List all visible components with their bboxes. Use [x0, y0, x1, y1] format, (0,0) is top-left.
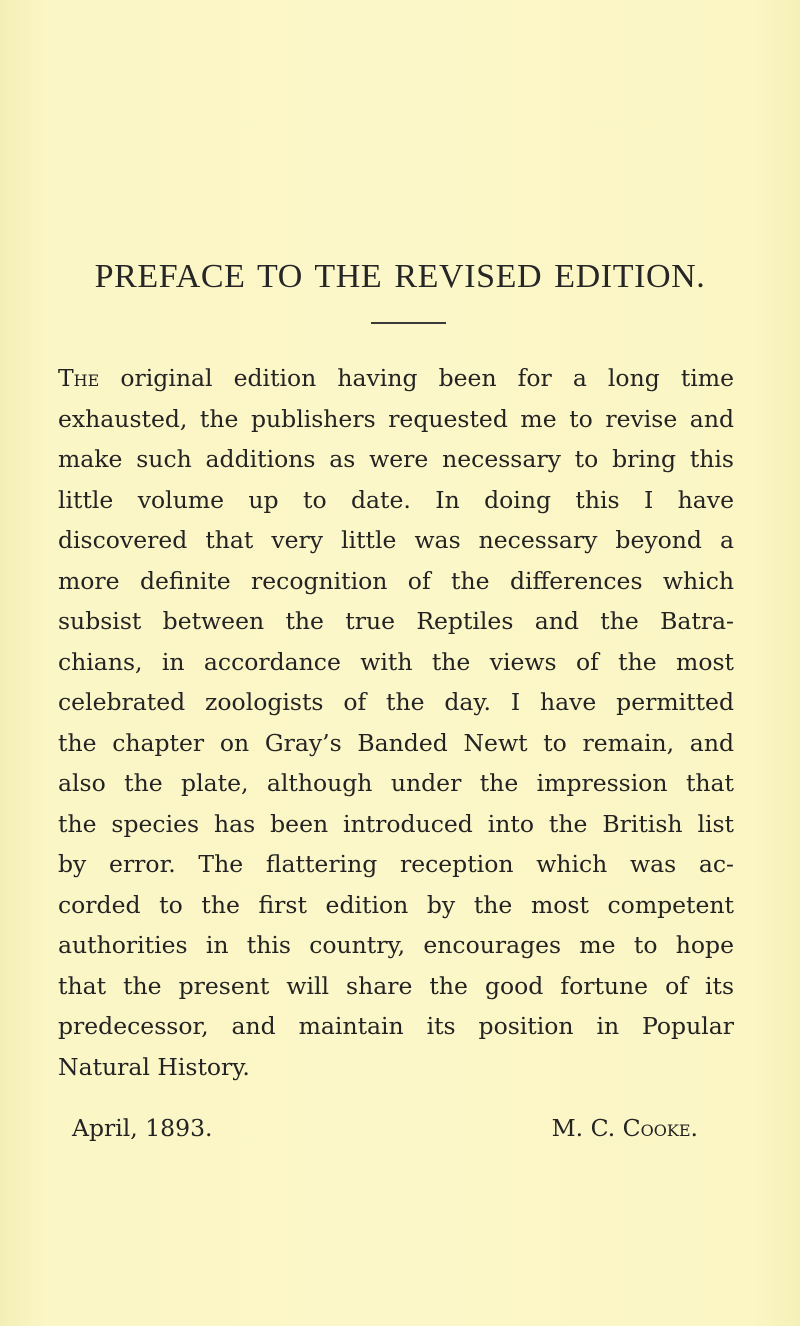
preface-date: April, 1893. — [72, 1114, 213, 1142]
text-line: little volume up to date. In doing this I have — [58, 485, 734, 514]
text-line: predecessor, and maintain its position in Popular — [58, 1012, 734, 1040]
first-word: The — [58, 364, 100, 392]
text-line: by error. The flattering reception which was ac- — [58, 850, 734, 878]
text-line: chians, in accordance with the views of the most — [58, 647, 734, 676]
page-title: PREFACE TO THE REVISED EDITION. — [94, 258, 706, 295]
text-line: celebrated zoologists of the day. I have permitted — [58, 688, 734, 716]
text-line: the species has been introduced into the British list — [58, 809, 734, 838]
text-line: that the present will share the good fortune of its — [58, 971, 734, 1000]
text-line: authorities in this country, encourages me to hope — [58, 931, 734, 959]
text-line: subsist between the true Reptiles and the Batra- — [58, 607, 734, 635]
text-line: also the plate, although under the impression that — [58, 769, 734, 797]
text-line: exhausted, the publishers requested me to revise and — [58, 404, 734, 433]
text-line: make such additions as were necessary to bring this — [58, 445, 734, 473]
title-rule-divider — [371, 322, 446, 324]
text-line: Natural History. — [58, 1052, 250, 1081]
text-line: more definite recognition of the differences which — [58, 566, 734, 595]
text-line: the chapter on Gray’s Banded Newt to remain, and — [58, 728, 734, 757]
text-line: The original edition having been for a long time — [58, 364, 734, 392]
author-signature: M. C. Cooke. — [551, 1114, 698, 1142]
text-line: discovered that very little was necessary beyond a — [58, 526, 734, 554]
text-line: corded to the first edition by the most competent — [58, 890, 734, 919]
preface-paragraph — [58, 358, 734, 1087]
